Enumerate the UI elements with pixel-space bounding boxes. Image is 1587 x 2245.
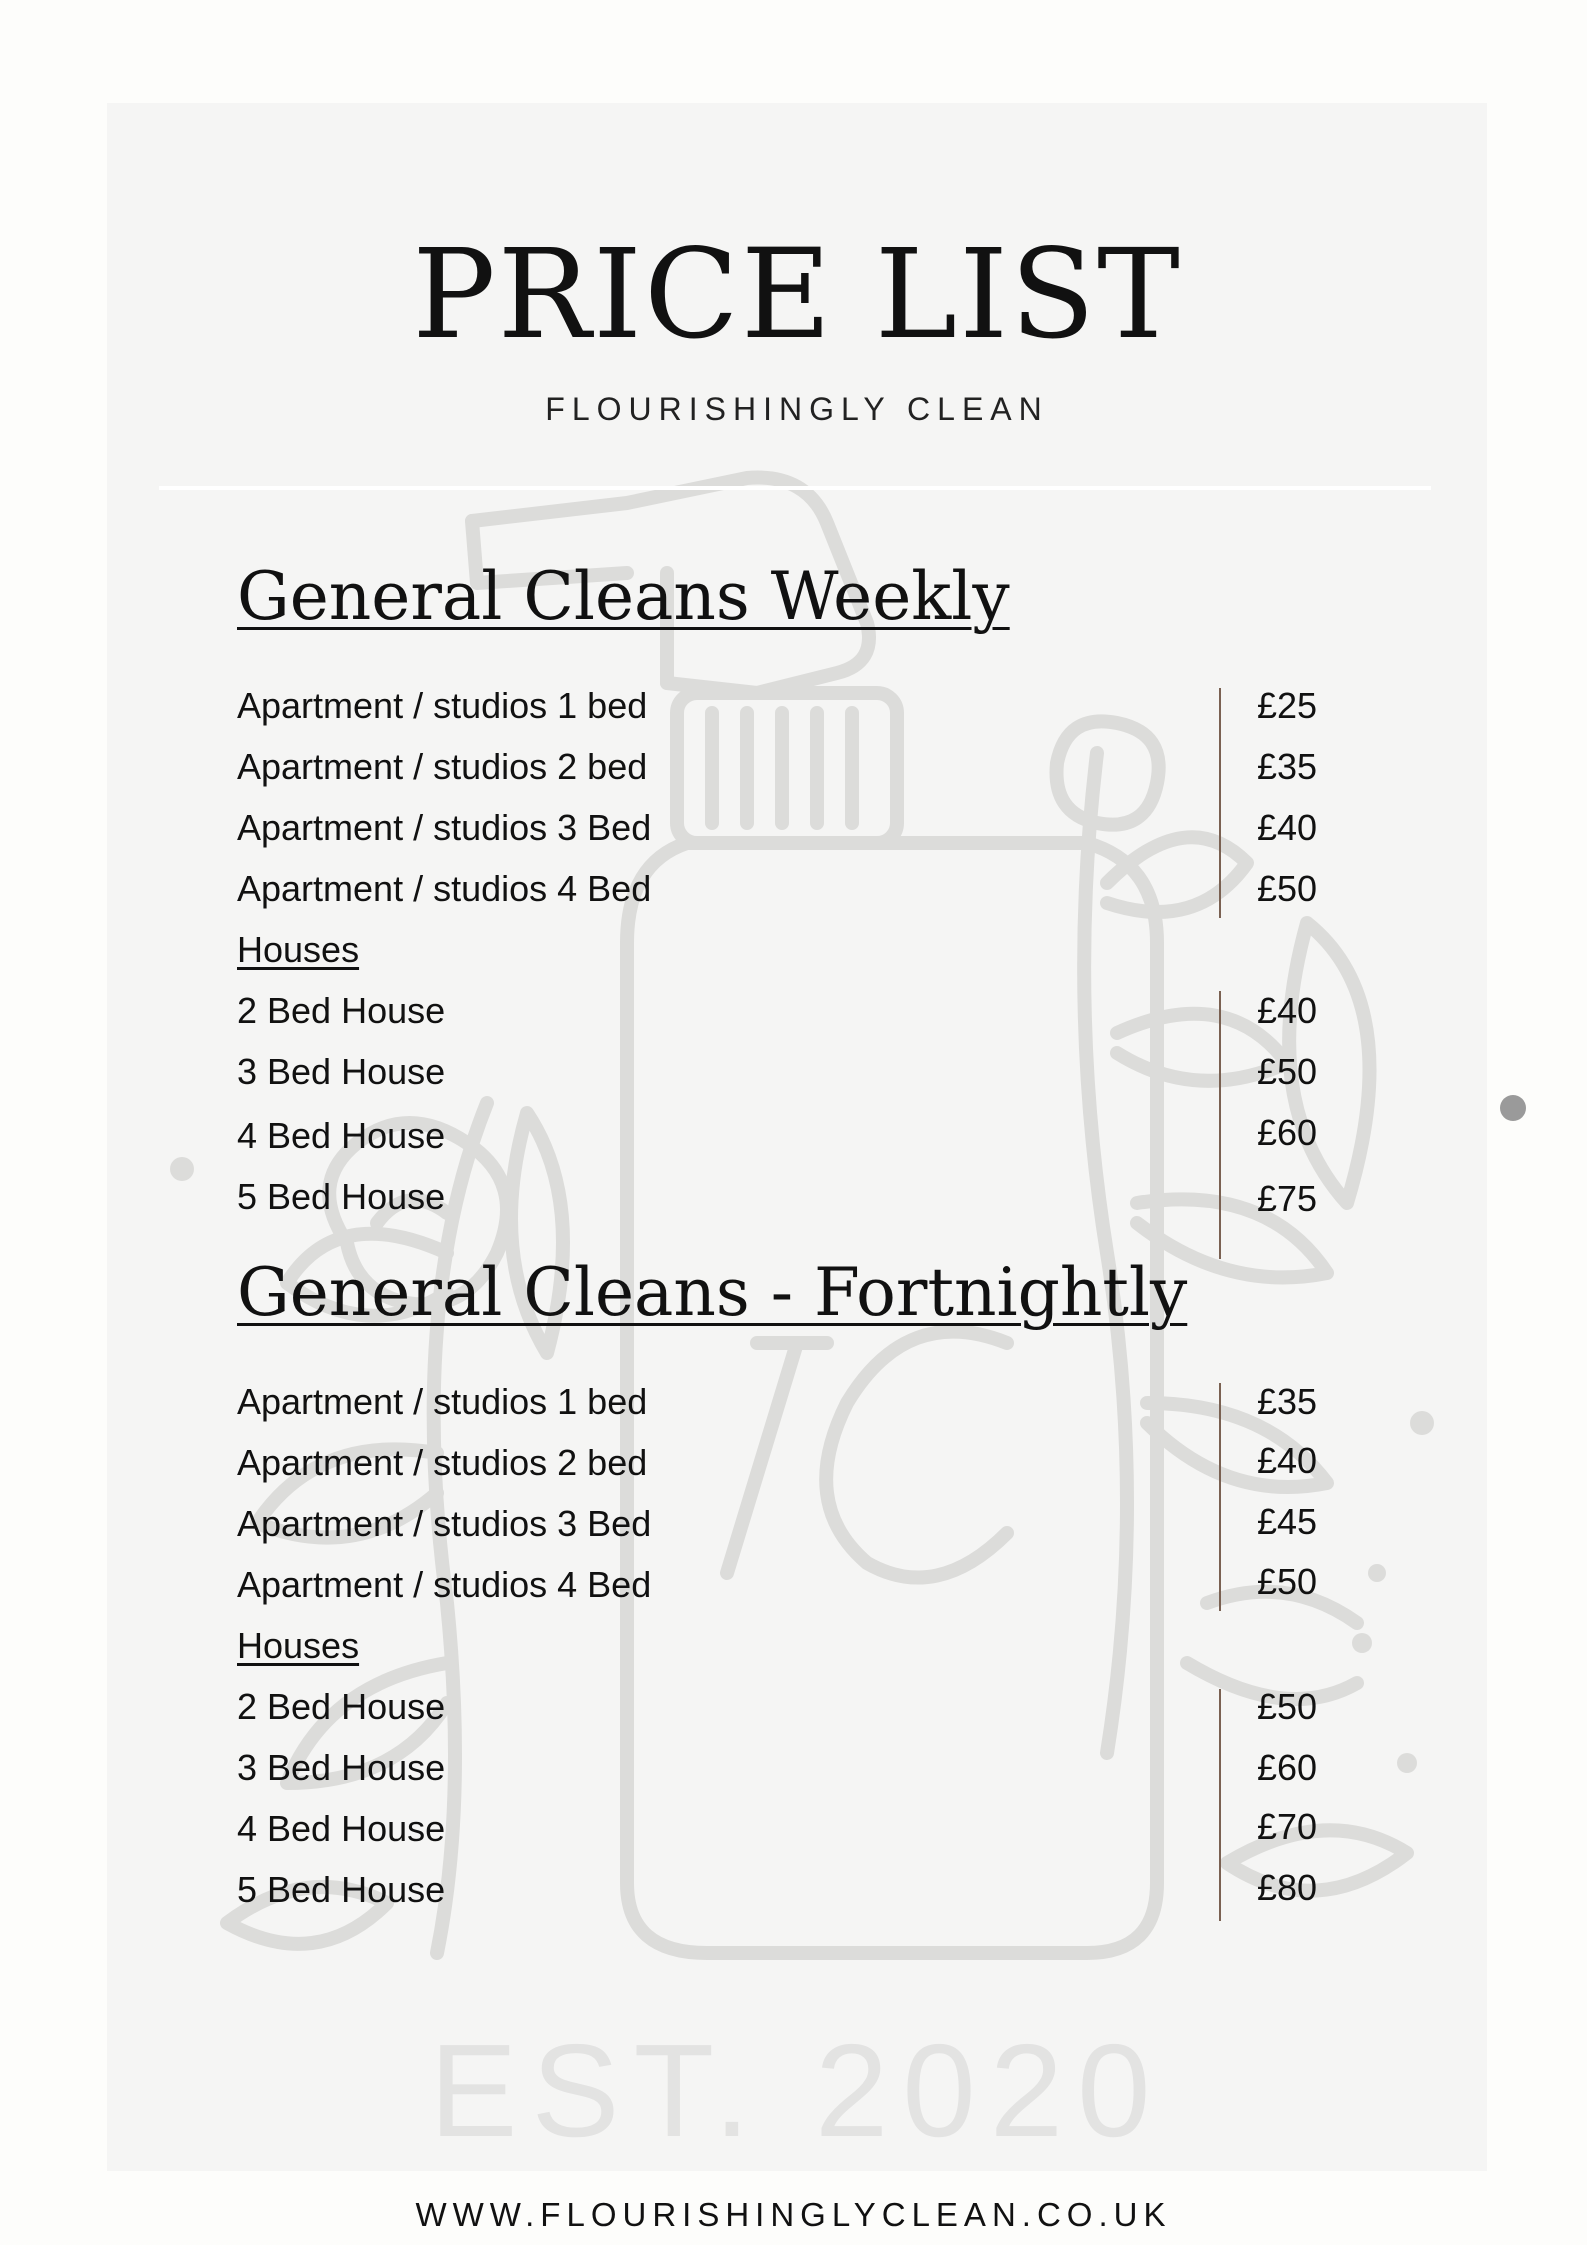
fortnightly-house-2-price: £50 bbox=[1257, 1686, 1318, 1727]
fortnightly-house-5-label: 5 Bed House bbox=[237, 1869, 446, 1910]
fortnightly-apartment-2-price: £40 bbox=[1257, 1440, 1318, 1481]
weekly-houses-price-divider bbox=[1219, 991, 1221, 1259]
weekly-apartment-1-price: £25 bbox=[1257, 685, 1318, 726]
weekly-house-5-price: £75 bbox=[1257, 1178, 1318, 1219]
weekly-apartment-1-label: Apartment / studios 1 bed bbox=[237, 685, 648, 726]
weekly-house-5-label: 5 Bed House bbox=[237, 1176, 446, 1217]
fortnightly-houses-label: Houses bbox=[237, 1625, 360, 1666]
fortnightly-house-4-price: £70 bbox=[1257, 1806, 1318, 1847]
section-heading-fortnightly: General Cleans - Fortnightly bbox=[237, 1254, 1188, 1331]
fortnightly-apartments-price-divider bbox=[1219, 1383, 1221, 1611]
weekly-apartment-2-price: £35 bbox=[1257, 746, 1318, 787]
weekly-apartment-4-label: Apartment / studios 4 Bed bbox=[237, 868, 652, 909]
established-watermark: EST. 2020 bbox=[429, 2017, 1165, 2164]
fortnightly-houses-price-divider bbox=[1219, 1689, 1221, 1921]
weekly-apartment-3-price: £40 bbox=[1257, 807, 1318, 848]
weekly-apartments-price-divider bbox=[1219, 688, 1221, 918]
fortnightly-apartment-3-label: Apartment / studios 3 Bed bbox=[237, 1503, 652, 1544]
fortnightly-house-2-label: 2 Bed House bbox=[237, 1686, 446, 1727]
weekly-apartment-2-label: Apartment / studios 2 bed bbox=[237, 746, 648, 787]
weekly-apartment-4-price: £50 bbox=[1257, 868, 1318, 909]
fortnightly-apartment-2-label: Apartment / studios 2 bed bbox=[237, 1442, 648, 1483]
weekly-house-2-label: 2 Bed House bbox=[237, 990, 446, 1031]
website-url[interactable]: WWW.FLOURISHINGLYCLEAN.CO.UK bbox=[415, 2196, 1172, 2233]
fortnightly-apartment-1-price: £35 bbox=[1257, 1381, 1318, 1422]
weekly-houses-label: Houses bbox=[237, 929, 360, 970]
fortnightly-apartment-4-label: Apartment / studios 4 Bed bbox=[237, 1564, 652, 1605]
fortnightly-house-3-price: £60 bbox=[1257, 1747, 1318, 1788]
decorative-dot bbox=[1500, 1095, 1526, 1121]
header-divider bbox=[159, 486, 1431, 490]
weekly-house-2-price: £40 bbox=[1257, 990, 1318, 1031]
fortnightly-house-5-price: £80 bbox=[1257, 1867, 1318, 1908]
fortnightly-apartment-1-label: Apartment / studios 1 bed bbox=[237, 1381, 648, 1422]
price-list-card bbox=[107, 103, 1487, 2171]
fortnightly-house-4-label: 4 Bed House bbox=[237, 1808, 446, 1849]
fortnightly-apartment-3-price: £45 bbox=[1257, 1501, 1318, 1542]
company-name-subtitle: FLOURISHINGLY CLEAN bbox=[545, 391, 1049, 427]
weekly-house-3-label: 3 Bed House bbox=[237, 1051, 446, 1092]
fortnightly-house-3-label: 3 Bed House bbox=[237, 1747, 446, 1788]
weekly-house-4-label: 4 Bed House bbox=[237, 1115, 446, 1156]
weekly-apartment-3-label: Apartment / studios 3 Bed bbox=[237, 807, 652, 848]
section-heading-weekly: General Cleans Weekly bbox=[237, 558, 1010, 635]
page-title: PRICE LIST bbox=[412, 223, 1182, 367]
weekly-house-4-price: £60 bbox=[1257, 1112, 1318, 1153]
weekly-house-3-price: £50 bbox=[1257, 1051, 1318, 1092]
fortnightly-apartment-4-price: £50 bbox=[1257, 1561, 1318, 1602]
